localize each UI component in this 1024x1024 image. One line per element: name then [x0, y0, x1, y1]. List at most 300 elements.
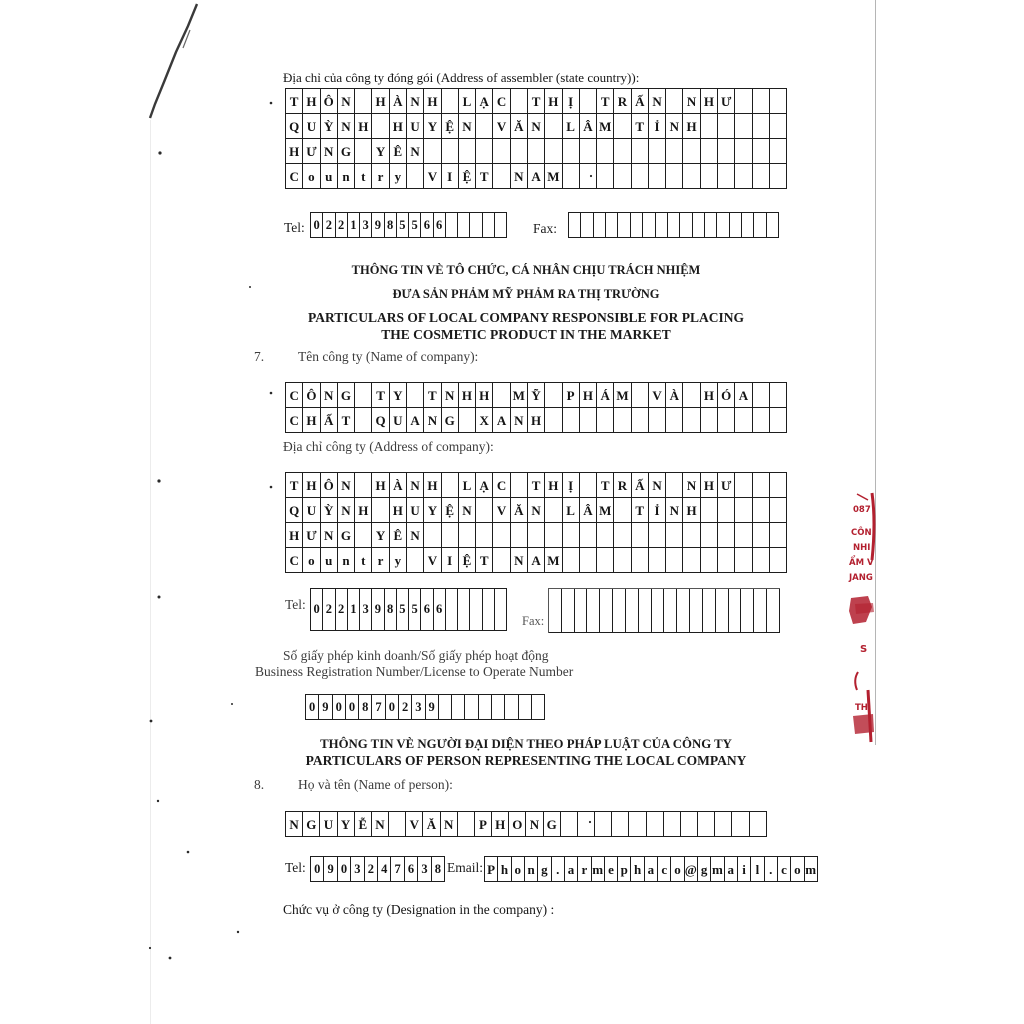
box-cell: N: [459, 114, 476, 139]
box-cell: Y: [338, 812, 355, 837]
person-email-grid: [484, 856, 818, 882]
box-cell: N: [649, 473, 666, 498]
box-cell: G: [338, 383, 355, 408]
box-cell: H: [476, 383, 493, 408]
box-cell: Q: [372, 408, 389, 433]
box-cell: U: [407, 114, 424, 139]
box-cell: [470, 213, 482, 238]
box-cell: o: [512, 857, 525, 882]
box-cell: [701, 498, 718, 523]
box-cell: [563, 164, 580, 189]
box-cell: N: [459, 498, 476, 523]
box-cell: [578, 812, 595, 837]
box-cell: U: [407, 498, 424, 523]
box-cell: N: [407, 139, 424, 164]
box-cell: Ư: [303, 523, 320, 548]
box-cell: N: [321, 383, 338, 408]
box-cell: [770, 164, 787, 189]
box-cell: [458, 213, 470, 238]
box-cell: H: [683, 498, 700, 523]
box-cell: [545, 408, 562, 433]
box-cell: Ư: [718, 89, 735, 114]
box-cell: N: [321, 139, 338, 164]
box-cell: G: [442, 408, 459, 433]
box-cell: [424, 523, 441, 548]
box-cell: [753, 114, 770, 139]
box-cell: [569, 213, 581, 238]
box-cell: M: [614, 383, 631, 408]
box-cell: [505, 695, 518, 720]
box-cell: [355, 473, 372, 498]
box-cell: [459, 523, 476, 548]
box-cell: [730, 213, 742, 238]
box-cell: 5: [409, 213, 421, 238]
box-cell: T: [286, 473, 303, 498]
box-cell: 1: [348, 213, 360, 238]
box-cell: P: [485, 857, 498, 882]
box-cell: H: [683, 114, 700, 139]
box-cell: [705, 213, 717, 238]
box-cell: 5: [397, 213, 409, 238]
company-address-label: Địa chỉ công ty (Address of company):: [283, 439, 494, 454]
box-cell: Ị: [563, 473, 580, 498]
box-cell: 6: [434, 589, 446, 631]
box-cell: [597, 164, 614, 189]
assembler-address-grid: [285, 88, 787, 189]
box-cell: N: [526, 812, 543, 837]
box-cell: R: [614, 89, 631, 114]
scan-scratch: [150, 4, 197, 118]
box-cell: [549, 589, 562, 633]
box-cell: [753, 498, 770, 523]
stamp-fragment: CÔN: [851, 528, 872, 538]
box-cell: N: [407, 473, 424, 498]
box-cell: [770, 408, 787, 433]
box-cell: Ư: [718, 473, 735, 498]
box-cell: 6: [405, 857, 418, 882]
box-cell: [677, 589, 690, 633]
box-cell: G: [338, 523, 355, 548]
box-cell: n: [338, 164, 355, 189]
box-cell: H: [545, 473, 562, 498]
box-cell: Ê: [390, 139, 407, 164]
box-cell: N: [442, 383, 459, 408]
box-cell: 4: [378, 857, 391, 882]
box-cell: n: [525, 857, 538, 882]
box-cell: [580, 523, 597, 548]
stamp-fragment: JANG: [849, 573, 873, 583]
box-cell: L: [459, 89, 476, 114]
box-cell: N: [511, 408, 528, 433]
box-cell: V: [493, 498, 510, 523]
box-cell: C: [493, 473, 510, 498]
box-cell: [614, 408, 631, 433]
assembler-address-row: [286, 164, 787, 189]
box-cell: N: [528, 498, 545, 523]
box-cell: H: [424, 89, 441, 114]
box-cell: [701, 164, 718, 189]
item-number-7: 7.: [254, 349, 265, 364]
box-cell: [483, 589, 495, 631]
box-cell: Ỳ: [321, 114, 338, 139]
box-cell: L: [459, 473, 476, 498]
box-cell: Ễ: [355, 812, 372, 837]
box-cell: [446, 213, 458, 238]
box-cell: l: [751, 857, 764, 882]
responsible-heading-en-line2: THE COSMETIC PRODUCT IN THE MARKET: [381, 327, 671, 342]
box-cell: [528, 139, 545, 164]
box-cell: [732, 812, 749, 837]
box-cell: g: [538, 857, 551, 882]
box-cell: 3: [360, 213, 372, 238]
box-cell: N: [649, 89, 666, 114]
box-cell: [407, 383, 424, 408]
box-cell: [495, 213, 507, 238]
box-cell: M: [545, 548, 562, 573]
box-cell: [681, 812, 698, 837]
box-cell: H: [701, 89, 718, 114]
box-cell: r: [578, 857, 591, 882]
box-cell: A: [407, 408, 424, 433]
box-cell: t: [355, 164, 372, 189]
box-cell: [545, 114, 562, 139]
box-cell: T: [632, 498, 649, 523]
box-cell: Ấ: [632, 473, 649, 498]
box-cell: Ó: [718, 383, 735, 408]
box-cell: V: [649, 383, 666, 408]
box-cell: [355, 523, 372, 548]
box-cell: 2: [365, 857, 378, 882]
box-cell: [754, 589, 767, 633]
box-cell: Q: [286, 114, 303, 139]
company-fax-label: Fax:: [522, 614, 545, 628]
box-cell: [718, 114, 735, 139]
license-number-grid: [305, 694, 545, 720]
box-cell: [614, 523, 631, 548]
company-name-row: [286, 383, 787, 408]
box-cell: [647, 812, 664, 837]
box-cell: p: [618, 857, 631, 882]
box-cell: N: [441, 812, 458, 837]
box-cell: 0: [346, 695, 359, 720]
box-cell: O: [509, 812, 526, 837]
responsible-heading-vi-line2: ĐƯA SẢN PHẢM MỸ PHẢM RA THỊ TRƯỜNG: [392, 287, 660, 301]
box-cell: [666, 139, 683, 164]
box-cell: [735, 548, 752, 573]
box-cell: [701, 139, 718, 164]
box-cell: M: [545, 164, 562, 189]
box-cell: m: [592, 857, 605, 882]
box-cell: Ă: [511, 114, 528, 139]
box-cell: T: [424, 383, 441, 408]
box-cell: [528, 523, 545, 548]
box-cell: o: [303, 164, 320, 189]
box-cell: [493, 383, 510, 408]
box-cell: [735, 114, 752, 139]
box-cell: [717, 213, 729, 238]
box-cell: @: [685, 857, 698, 882]
box-cell: N: [407, 523, 424, 548]
box-cell: [652, 589, 665, 633]
box-cell: r: [372, 548, 389, 573]
box-cell: [613, 589, 626, 633]
box-cell: [767, 213, 779, 238]
stamp-fragment: 087: [853, 505, 871, 515]
box-cell: N: [511, 164, 528, 189]
box-cell: Ô: [321, 473, 338, 498]
box-cell: [511, 89, 528, 114]
box-cell: [664, 589, 677, 633]
box-cell: [703, 589, 716, 633]
company-tel-grid: [310, 588, 507, 631]
box-cell: H: [424, 473, 441, 498]
box-cell: [698, 812, 715, 837]
box-cell: A: [735, 383, 752, 408]
box-cell: [446, 589, 458, 631]
box-cell: [718, 408, 735, 433]
license-label-en: Business Registration Number/License to Operate Number: [255, 664, 574, 679]
box-cell: I: [442, 548, 459, 573]
box-cell: [735, 139, 752, 164]
box-cell: [563, 408, 580, 433]
box-cell: T: [528, 89, 545, 114]
box-cell: [493, 139, 510, 164]
box-cell: T: [476, 548, 493, 573]
box-cell: 0: [311, 589, 323, 631]
company-name-row: [286, 408, 787, 433]
box-cell: .: [552, 857, 565, 882]
box-cell: Ệ: [442, 114, 459, 139]
box-cell: [735, 89, 752, 114]
box-cell: H: [355, 114, 372, 139]
box-cell: H: [528, 408, 545, 433]
box-cell: Ệ: [459, 164, 476, 189]
box-cell: [718, 548, 735, 573]
box-cell: [563, 139, 580, 164]
box-cell: 2: [323, 589, 335, 631]
box-cell: [770, 383, 787, 408]
box-cell: [683, 408, 700, 433]
box-cell: V: [406, 812, 423, 837]
box-cell: [666, 89, 683, 114]
box-cell: [753, 548, 770, 573]
box-cell: 8: [359, 695, 372, 720]
box-cell: [750, 812, 767, 837]
box-cell: C: [286, 164, 303, 189]
box-cell: 2: [323, 213, 335, 238]
license-number-row: [306, 695, 545, 720]
box-cell: c: [658, 857, 671, 882]
box-cell: a: [645, 857, 658, 882]
stamp-fragment: S: [860, 644, 868, 655]
box-cell: [701, 114, 718, 139]
box-cell: 6: [434, 213, 446, 238]
box-cell: [407, 548, 424, 573]
box-cell: [476, 114, 493, 139]
box-cell: [666, 523, 683, 548]
box-cell: Ă: [511, 498, 528, 523]
box-cell: [643, 213, 655, 238]
box-cell: M: [511, 383, 528, 408]
box-cell: H: [545, 89, 562, 114]
box-cell: C: [286, 408, 303, 433]
box-cell: 9: [372, 589, 384, 631]
box-cell: [545, 523, 562, 548]
assembler-address-row: [286, 114, 787, 139]
box-cell: [735, 408, 752, 433]
box-cell: [753, 383, 770, 408]
box-cell: 0: [311, 213, 323, 238]
box-cell: L: [563, 498, 580, 523]
box-cell: [683, 164, 700, 189]
box-cell: [716, 589, 729, 633]
box-cell: 6: [421, 589, 433, 631]
box-cell: [632, 408, 649, 433]
box-cell: Â: [580, 498, 597, 523]
box-cell: [470, 589, 482, 631]
box-cell: T: [476, 164, 493, 189]
assembler-address-label: Địa chỉ của công ty đóng gói (Address of assembler (state country)):: [283, 70, 640, 85]
box-cell: I: [442, 164, 459, 189]
item-number-8: 8.: [254, 777, 265, 792]
box-cell: g: [698, 857, 711, 882]
box-cell: L: [563, 114, 580, 139]
assembler-tel-label: Tel:: [284, 220, 305, 235]
box-cell: [614, 548, 631, 573]
box-cell: 3: [351, 857, 364, 882]
box-cell: H: [303, 89, 320, 114]
box-cell: [459, 139, 476, 164]
box-cell: [729, 589, 742, 633]
box-cell: H: [303, 408, 320, 433]
box-cell: [562, 589, 575, 633]
box-cell: [742, 213, 754, 238]
box-cell: [618, 213, 630, 238]
box-cell: Y: [424, 114, 441, 139]
box-cell: [626, 589, 639, 633]
box-cell: [561, 812, 578, 837]
box-cell: Á: [597, 383, 614, 408]
box-cell: [649, 408, 666, 433]
box-cell: .: [765, 857, 778, 882]
box-cell: y: [390, 548, 407, 573]
box-cell: y: [390, 164, 407, 189]
box-cell: N: [372, 812, 389, 837]
box-cell: [355, 383, 372, 408]
box-cell: Y: [424, 498, 441, 523]
box-cell: H: [580, 383, 597, 408]
box-cell: Ỉ: [649, 114, 666, 139]
box-cell: [439, 695, 452, 720]
person-tel-label: Tel:: [285, 860, 306, 875]
assembler-fax-label: Fax:: [533, 221, 558, 236]
box-cell: [545, 383, 562, 408]
box-cell: H: [372, 473, 389, 498]
stamp-fragment: ẨM V: [849, 558, 874, 568]
box-cell: À: [666, 383, 683, 408]
box-cell: G: [303, 812, 320, 837]
box-cell: H: [372, 89, 389, 114]
box-cell: A: [493, 408, 510, 433]
box-cell: T: [286, 89, 303, 114]
box-cell: U: [320, 812, 337, 837]
license-label-vi: Số giấy phép kinh doanh/Số giấy phép hoạt động: [283, 648, 549, 663]
box-cell: 3: [418, 857, 431, 882]
responsible-heading-vi-line1: THÔNG TIN VÈ TÔ CHỨC, CÁ NHÂN CHỊU TRÁCH NHIỆM: [351, 263, 701, 277]
box-cell: 5: [397, 589, 409, 631]
box-cell: À: [390, 473, 407, 498]
company-name-grid: [285, 382, 787, 433]
box-cell: Y: [390, 383, 407, 408]
box-cell: [587, 589, 600, 633]
box-cell: o: [791, 857, 804, 882]
box-cell: V: [493, 114, 510, 139]
box-cell: [666, 473, 683, 498]
box-cell: [715, 812, 732, 837]
box-cell: c: [778, 857, 791, 882]
box-cell: Â: [580, 114, 597, 139]
company-fax-grid: [548, 588, 780, 633]
box-cell: 7: [391, 857, 404, 882]
box-cell: [683, 383, 700, 408]
box-cell: N: [666, 498, 683, 523]
box-cell: R: [614, 473, 631, 498]
box-cell: [664, 812, 681, 837]
box-cell: G: [544, 812, 561, 837]
box-cell: o: [303, 548, 320, 573]
box-cell: H: [701, 473, 718, 498]
box-cell: T: [338, 408, 355, 433]
box-cell: [563, 523, 580, 548]
box-cell: N: [338, 114, 355, 139]
box-cell: N: [338, 498, 355, 523]
company-tel-label: Tel:: [285, 597, 306, 612]
box-cell: T: [597, 89, 614, 114]
box-cell: [495, 589, 507, 631]
box-cell: [424, 139, 441, 164]
box-cell: N: [424, 408, 441, 433]
box-cell: H: [286, 139, 303, 164]
box-cell: a: [565, 857, 578, 882]
box-cell: V: [424, 164, 441, 189]
box-cell: [753, 523, 770, 548]
box-cell: [718, 139, 735, 164]
box-cell: h: [631, 857, 644, 882]
box-cell: [597, 139, 614, 164]
box-cell: [519, 695, 532, 720]
box-cell: M: [597, 498, 614, 523]
box-cell: [614, 164, 631, 189]
box-cell: À: [390, 89, 407, 114]
box-cell: [649, 548, 666, 573]
box-cell: X: [476, 408, 493, 433]
box-cell: [753, 139, 770, 164]
box-cell: [597, 523, 614, 548]
box-cell: 0: [311, 857, 324, 882]
box-cell: C: [286, 383, 303, 408]
box-cell: [594, 213, 606, 238]
box-cell: [452, 695, 465, 720]
box-cell: [741, 589, 754, 633]
box-cell: Ệ: [459, 548, 476, 573]
box-cell: 3: [360, 589, 372, 631]
box-cell: [580, 473, 597, 498]
box-cell: 9: [426, 695, 439, 720]
box-cell: [767, 589, 780, 633]
box-cell: [355, 139, 372, 164]
box-cell: 1: [348, 589, 360, 631]
box-cell: [563, 548, 580, 573]
